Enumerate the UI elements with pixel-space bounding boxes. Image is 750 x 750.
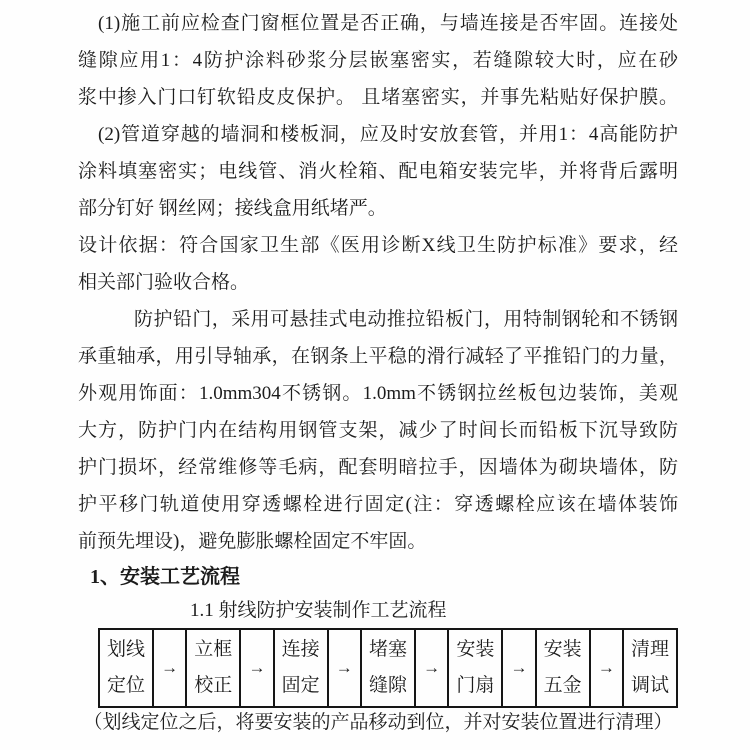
flow-step-cell: 堵塞缝隙 — [361, 629, 415, 707]
body-text-line: 相关部门验收合格。 — [78, 272, 250, 293]
flow-arrow-icon: → — [502, 629, 535, 707]
body-text-line: (1)施工前应检查门窗框位置是否正确，与墙连接是否牢固。连接处 — [98, 13, 678, 34]
body-text-line: 防护铅门，采用可悬挂式电动推拉铅板门，用特制钢轮和不锈钢 — [134, 309, 678, 330]
flow-step-cell: 连接固定 — [274, 629, 328, 707]
flow-arrow-icon: → — [240, 629, 273, 707]
flow-arrow-icon: → — [153, 629, 186, 707]
process-flow-row — [99, 629, 677, 707]
body-text-line: (2)管道穿越的墙洞和楼板洞，应及时安放套管，并用1：4高能防护 — [98, 124, 678, 145]
flow-step-cell: 安装五金 — [536, 629, 590, 707]
flow-step-cell: 划线定位 — [99, 629, 153, 707]
body-text-line: 缝隙应用1：4防护涂料砂浆分层嵌塞密实，若缝隙较大时，应在砂 — [78, 50, 678, 71]
flow-arrow-icon: → — [590, 629, 623, 707]
subsection-heading: 1.1 射线防护安装制作工艺流程 — [190, 600, 447, 621]
body-text-line: 部分钉好 钢丝网；接线盒用纸堵严。 — [78, 198, 387, 219]
flow-table-caption: （划线定位之后，将要安装的产品移动到位，并对安装位置进行清理） — [83, 712, 673, 733]
flow-step-cell: 安装门扇 — [448, 629, 502, 707]
body-text-line: 浆中掺入门口钉软铅皮皮保护。 且堵塞密实，并事先粘贴好保护膜。 — [78, 87, 678, 108]
body-text-line: 护平移门轨道使用穿透螺栓进行固定(注：穿透螺栓应该在墙体装饰 — [78, 494, 678, 515]
flow-step-cell: 清理调试 — [623, 629, 677, 707]
flow-step-cell: 立框校正 — [186, 629, 240, 707]
flow-arrow-icon: → — [328, 629, 361, 707]
process-flow-table — [98, 628, 678, 708]
body-text-line: 涂料填塞密实；电线管、消火栓箱、配电箱安装完毕，并将背后露明 — [78, 161, 678, 182]
body-text-line: 设计依据：符合国家卫生部《医用诊断X线卫生防护标准》要求，经 — [78, 235, 678, 256]
body-text-line: 大方，防护门内在结构用钢管支架，减少了时间长而铅板下沉导致防 — [78, 420, 678, 441]
flow-arrow-icon: → — [415, 629, 448, 707]
body-text-line: 承重轴承，用引导轴承，在钢条上平稳的滑行减轻了平推铅门的力量， — [78, 346, 678, 367]
section-heading: 1、安装工艺流程 — [90, 566, 240, 588]
body-text-line: 前预先埋设)，避免膨胀螺栓固定不牢固。 — [78, 531, 427, 552]
body-text-line: 护门损坏，经常维修等毛病，配套明暗拉手，因墙体为砌块墙体，防 — [78, 457, 678, 478]
body-text-line: 外观用饰面：1.0mm304不锈钢。1.0mm不锈钢拉丝板包边装饰，美观 — [78, 383, 678, 404]
